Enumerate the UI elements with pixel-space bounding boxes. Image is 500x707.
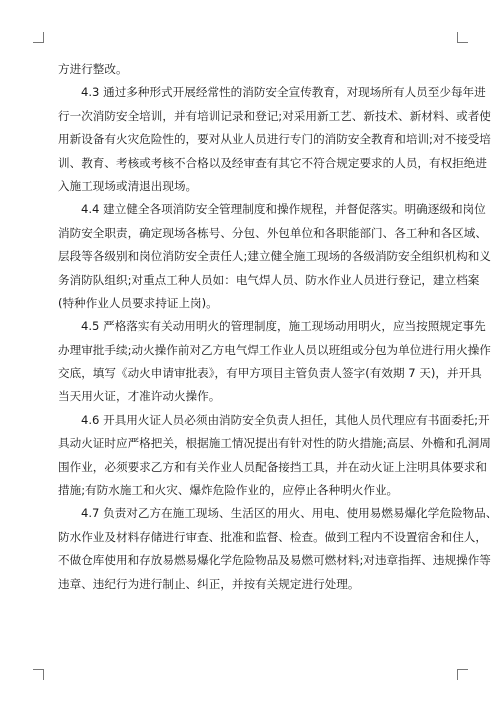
paragraph-4-4-line: 消防安全职责，确定现场各栋号、分包、外包单位和各职能部门、各工种和各区域、 [58,225,487,240]
paragraph-4-7-line: 4.7 负责对乙方在施工现场、生活区的用火、用电、使用易燃易爆化学危险物品、 [81,506,498,521]
paragraph-4-3-line: 入施工现场或清退出现场。 [58,178,198,193]
paragraph-4-4-line: (特种作业人员要求持证上岗)。 [58,295,218,310]
paragraph-4-5-line: 4.5 严格落实有关动用明火的管理制度，施工现场动用明火，应当按照规定事先 [81,319,486,334]
text-line: 方进行整改。 [58,62,128,76]
paragraph-4-3-line: 行一次消防安全培训，并有培训记录和登记;对采用新工艺、新技术、新材料、或者使 [58,108,491,123]
paragraph-4-5-line: 当天用火证，才准许动火操作。 [58,389,221,404]
paragraph-4-4-line: 务消防队组织;对重点工种人员如：电气焊人员、防水作业人员进行登记，建立档案 [58,272,480,287]
paragraph-4-6-line: 围作业，必须要求乙方和有关作业人员配备接挡工具，并在动火证上注明具体要求和 [58,459,487,474]
paragraph-4-3-line: 用新设备有火灾危险性的，要对从业人员进行专门的消防安全教育和培训;对不接受培 [58,132,491,147]
paragraph-4-4-line: 4.4 建立健全各项消防安全管理制度和操作规程，并督促落实。明确逐级和岗位 [81,202,486,217]
crop-mark-bottom-right [457,669,468,680]
crop-mark-bottom-left [33,669,44,680]
document-body [58,58,498,596]
paragraph-4-5-line: 交底，填写《动火申请审批表》，有甲方项目主管负责人签字(有效期 7 天)，并开具 [58,366,482,381]
paragraph-4-7-line: 违章、违纪行为进行制止、纠正，并按有关规定进行处理。 [58,576,360,591]
paragraph-4-6-line: 措施;有防水施工和火灾、爆炸危险作业的，应停止各种明火作业。 [58,483,399,498]
paragraph-4-5-line: 办理审批手续;动火操作前对乙方电气焊工作业人员以班组或分包为单位进行用火操作 [58,342,491,357]
paragraph-4-6-line: 具动火证时应严格把关，根据施工情况提出有针对性的防火措施;高层、外檐和孔洞周 [58,436,491,451]
paragraph-4-7-line: 不做仓库使用和存放易燃易爆化学危险物品及易燃可燃材料;对违章指挥、违规操作等 [58,553,491,568]
crop-mark-top-left [33,32,44,43]
paragraph-4-4-line: 层段等各级别和岗位消防安全责任人;建立健全施工现场的各级消防安全组织机构和义 [58,249,491,264]
paragraph-4-7-line: 防水作业及材料存储进行审查、批准和监督、检查。做到工程内不设置宿舍和住人， [58,529,487,544]
paragraph-4-6-line: 4.6 开具用火证人员必须由消防安全负责人担任，其他人员代理应有书面委托;开 [81,412,490,427]
crop-mark-top-right [457,32,468,43]
paragraph-4-3-line: 训、教育、考核或考核不合格以及经审查有其它不符合规定要求的人员，有权拒绝进 [58,155,487,170]
paragraph-4-3-line: 4.3 通过多种形式开展经常性的消防安全宣传教育，对现场所有人员至少每年进 [81,85,486,100]
